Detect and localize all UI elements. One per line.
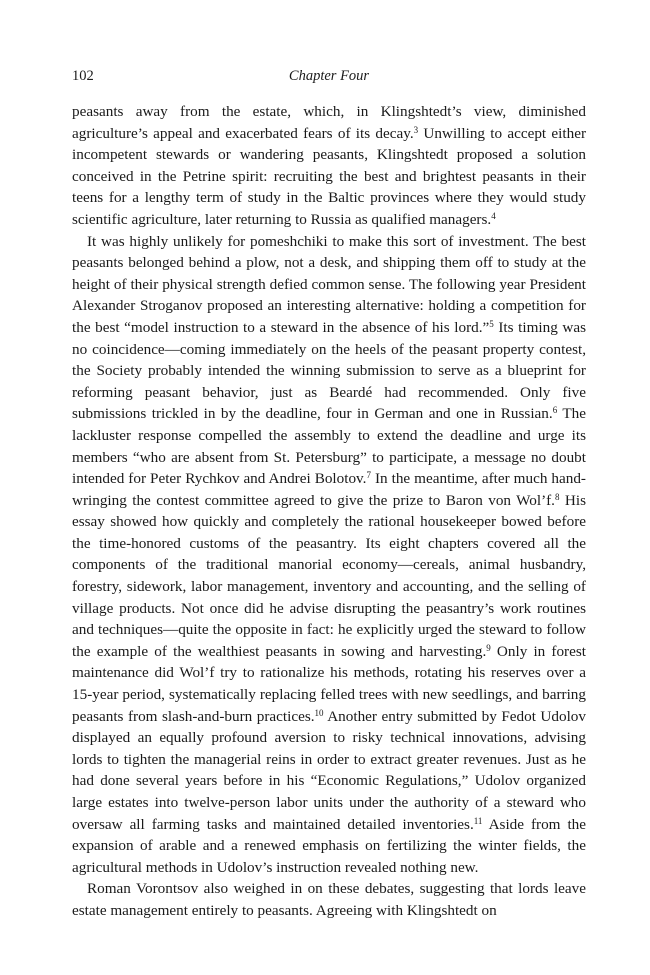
paragraph (72, 101, 586, 231)
text-run: Another entry submitted by Fedot Udolov displayed an equally profound aversion to risky technical innovations, advising lords to tighten the managerial reins in order to extract greater revenues. Just as he had done several years before in his “Economic Regulations,” Udolov organized large estates into twelve-person labor units under the authority of a steward who oversaw all farming tasks and maintained detailed inventories. (72, 707, 586, 833)
paragraph (72, 231, 586, 879)
text-run: Aside from the expansion of arable and a renewed emphasis on fertilizing the winter fields, the agricultural methods in Udolov’s instruction revealed nothing new. (72, 815, 587, 876)
footnote-marker: 3 (413, 124, 419, 135)
footnote-marker: 5 (489, 318, 494, 329)
body-text (72, 101, 586, 922)
footnote-marker: 9 (486, 642, 491, 653)
text-run: It was highly unlikely for pomeshchiki to make this sort of investment. The best peasants belonged behind a plow, not a desk, and shipping them off to study at the height of their physical strength defied common sense. The following year President Alexander Stroganov proposed an interesting alternative: holding a competition for the best “model instruction to a steward in the absence of his lord.” (72, 232, 586, 336)
text-run: Unwilling to accept either incompetent stewards or wandering peasants, Klingshtedt proposed a solution conceived in the Petrine spirit: recruiting the best and brightest peasants in their teens for a lengthy term of study in the Baltic provinces where they would study scientific agriculture, later returning to Russia as qualified managers. (72, 124, 587, 228)
text-run: Roman Vorontsov also weighed in on these debates, suggesting that lords leave estate management entirely to peasants. Agreeing with Klingshtedt on (72, 880, 586, 919)
page-number: 102 (72, 68, 94, 84)
footnote-marker: 7 (366, 470, 371, 481)
text-run: In the meantime, after much hand-wringing the contest committee agreed to give the prize to Baron von Wol’f. (72, 470, 586, 509)
running-head: Chapter Four (288, 68, 370, 84)
footnote-marker: 6 (552, 405, 558, 416)
text-run: His essay showed how quickly and completely the rational housekeeper bowed before the time-honored customs of the peasantry. Its eight chapters covered all the components of the traditional manorial economy—cereals, animal husbandry, forestry, sidework, labor management, inventory and accounting, and the selling of village products. Not once did he advise disrupting the peasantry’s work routines and techniques—quite the opposite in fact: he explicitly urged the steward to follow the example of the wealthiest peasants in sowing and harvesting. (72, 491, 586, 660)
book-page (72, 66, 586, 922)
footnote-marker: 4 (491, 210, 496, 221)
text-run: The lackluster response compelled the assembly to extend the deadline and urge its members “who are absent from St. Petersburg” to participate, a message no doubt intended for Peter Rychkov and Andrei Bolotov. (72, 405, 586, 488)
text-run: Its timing was no coincidence—coming immediately on the heels of the peasant property contest, the Society probably intended the winning submission to serve as a blueprint for reforming peasant behavior, just as Beardé had recommended. Only five submissions trickled in by the deadline, four in German and one in Russian. (72, 318, 586, 423)
footnote-marker: 8 (554, 491, 560, 502)
text-run: Only in forest maintenance did Wol’f try to rationalize his methods, rotating his reserves over a 15-year period, systematically replacing felled trees with new seedlings, and barring peasants from slash-and-burn practices. (72, 642, 586, 725)
footnote-marker: 11 (473, 815, 483, 826)
footnote-marker: 10 (314, 707, 324, 718)
text-run: peasants away from the estate, which, in Klingshtedt’s view, diminished agriculture’s appeal and exacerbated fears of its decay. (72, 103, 586, 142)
page-header (72, 66, 586, 86)
paragraph (72, 878, 586, 921)
